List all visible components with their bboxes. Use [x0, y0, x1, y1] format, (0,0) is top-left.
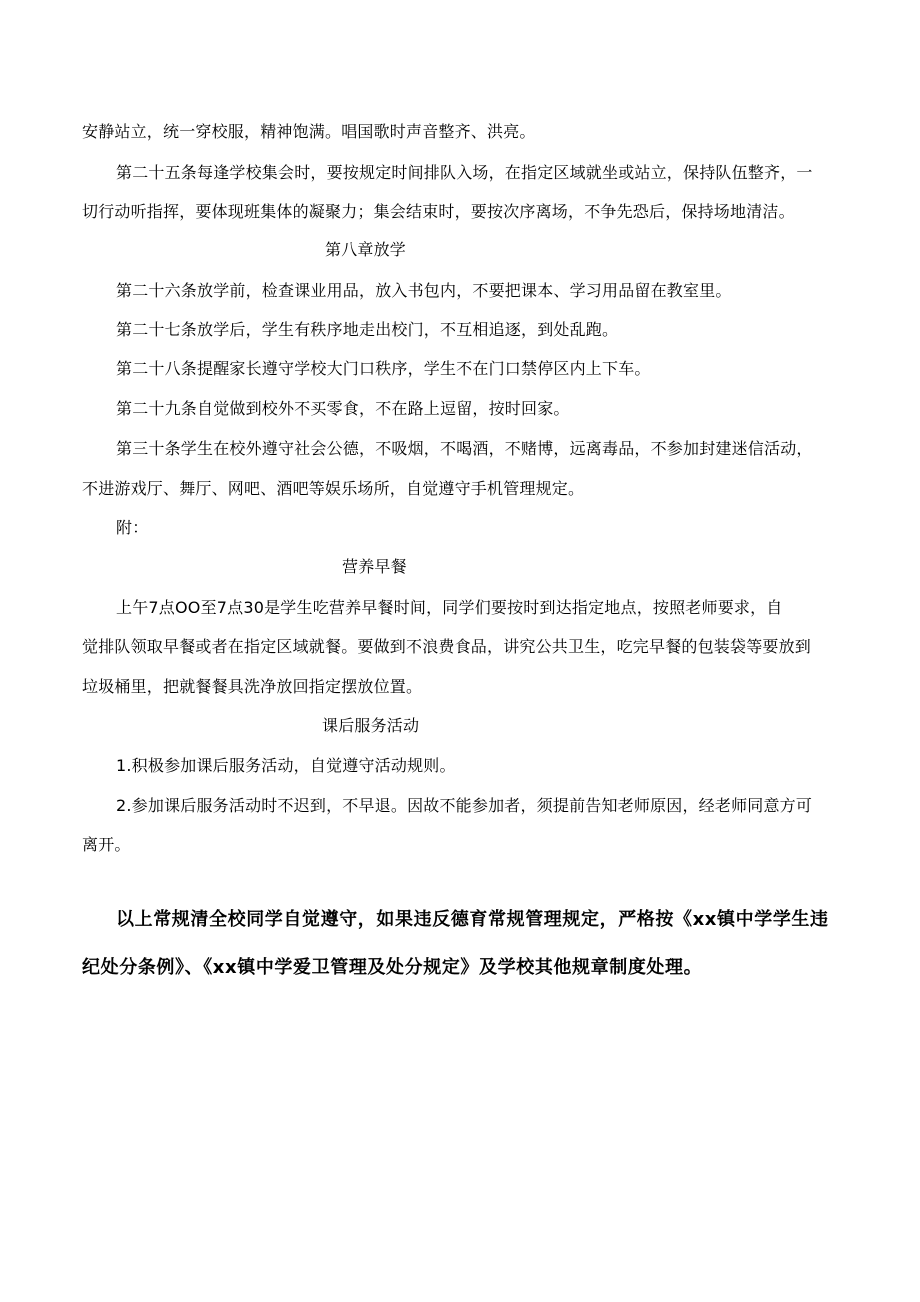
- breakfast-line-1: 上午7点OO至7点30是学生吃营养早餐时间，同学们要按时到达指定地点，按照老师要求，自: [116, 598, 783, 617]
- after-school-item-2-line-2: 离开。: [82, 835, 131, 854]
- article-27: 第二十七条放学后，学生有秩序地走出校门，不互相追逐，到处乱跑。: [116, 320, 619, 339]
- article-26: 第二十六条放学前，检查课业用品，放入书包内，不要把课本、学习用品留在教室里。: [116, 281, 732, 300]
- after-school-item-2-line-1: 2.参加课后服务活动时不迟到，不早退。因故不能参加者，须提前告知老师原因，经老师同意方可: [116, 796, 813, 815]
- article-29: 第二十九条自觉做到校外不买零食，不在路上逗留，按时回家。: [116, 399, 570, 418]
- closing-statement-line-1: 以上常规清全校同学自觉遵守，如果违反德育常规管理规定，严格按《xx镇中学学生违: [116, 909, 829, 930]
- breakfast-line-2: 觉排队领取早餐或者在指定区域就餐。要做到不浪费食品，讲究公共卫生，吃完早餐的包装袋等要放到: [82, 637, 812, 656]
- after-school-heading: 课后服务活动: [322, 716, 420, 735]
- article-30-line-2: 不进游戏厅、舞厅、网吧、酒吧等娱乐场所，自觉遵守手机管理规定。: [82, 479, 585, 498]
- chapter-8-heading: 第八章放学: [325, 240, 407, 259]
- paragraph-line: 安静站立，统一穿校服，精神饱满。唱国歌时声音整齐、洪亮。: [82, 122, 536, 141]
- article-25-line-2: 切行动听指挥，要体现班集体的凝聚力；集会结束时，要按次序离场，不争先恐后，保持场地清洁。: [82, 202, 795, 221]
- article-30-line-1: 第三十条学生在校外遵守社会公德，不吸烟，不喝酒，不赌博，远离毒品，不参加封建迷信活动，: [116, 439, 813, 458]
- article-28: 第二十八条提醒家长遵守学校大门口秩序，学生不在门口禁停区内上下车。: [116, 359, 651, 378]
- breakfast-heading: 营养早餐: [342, 557, 407, 576]
- article-25-line-1: 第二十五条每逢学校集会时，要按规定时间排队入场，在指定区域就坐或站立，保持队伍整齐，一: [116, 163, 813, 182]
- closing-statement-line-2: 纪处分条例》、《xx镇中学爱卫管理及处分规定》及学校其他规章制度处理。: [82, 957, 703, 978]
- breakfast-line-3: 垃圾桶里，把就餐餐具洗净放回指定摆放位置。: [82, 677, 423, 696]
- appendix-label: 附：: [116, 518, 149, 537]
- after-school-item-1: 1.积极参加课后服务活动，自觉遵守活动规则。: [116, 756, 456, 775]
